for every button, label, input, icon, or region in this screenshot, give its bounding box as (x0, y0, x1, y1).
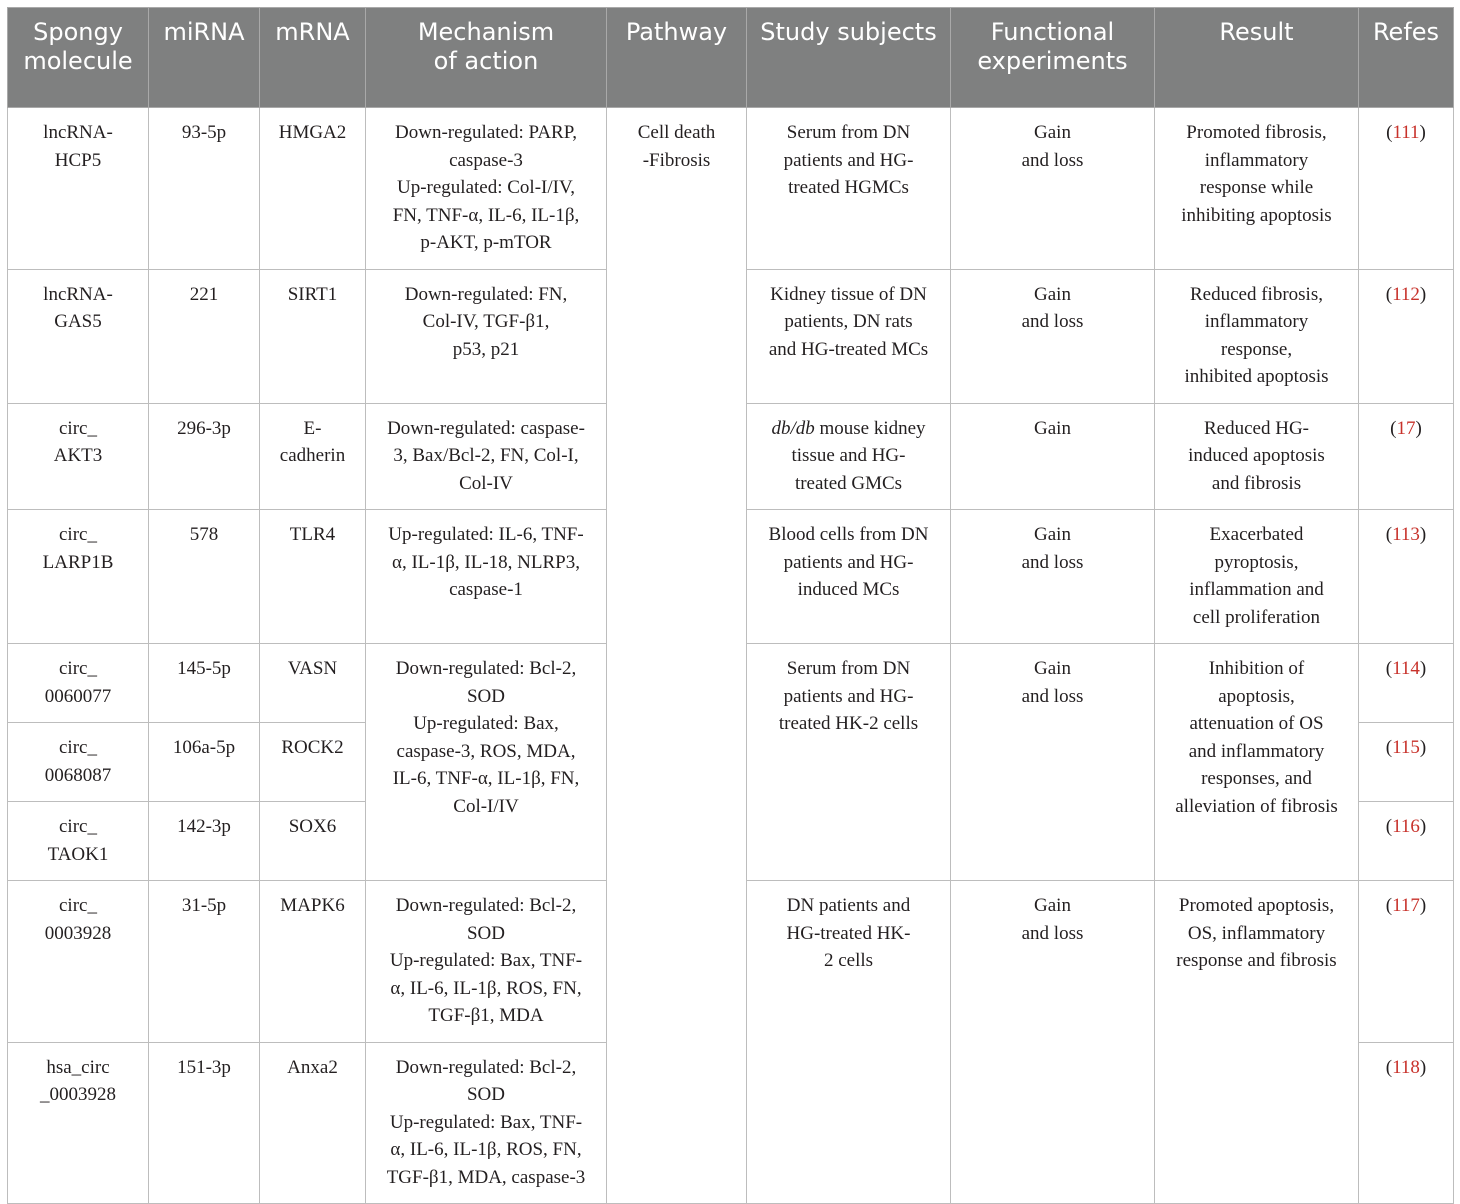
reference-link[interactable]: 113 (1392, 524, 1420, 545)
cell-functional: Gain and loss (951, 644, 1155, 881)
cell-mrna: HMGA2 (260, 108, 366, 270)
cell-mirna: 145-5p (149, 644, 260, 723)
cell-mechanism: Down-regulated: caspase- 3, Bax/Bcl-2, FN, Col-I, Col-IV (366, 403, 607, 510)
reference-link[interactable]: 17 (1396, 417, 1416, 439)
cell-spongy-molecule: circ_ 0068087 (8, 723, 149, 802)
header-study-subjects: Study subjects (747, 8, 951, 108)
cell-ref: (116) (1359, 802, 1454, 881)
cell-ref: (114) (1359, 644, 1454, 723)
cell-result: Inhibition of apoptosis, attenuation of OS and inflammatory responses, and alleviation of fibrosis (1155, 644, 1359, 881)
cell-ref: (118) (1359, 1042, 1454, 1204)
header-result: Result (1155, 8, 1359, 108)
cell-functional: Gain and loss (951, 108, 1155, 270)
table-row (8, 108, 1454, 270)
cell-mirna: 296-3p (149, 403, 260, 510)
header-refs: Refes (1359, 8, 1454, 108)
reference-link[interactable]: 117 (1392, 895, 1420, 916)
cell-mrna: ROCK2 (260, 723, 366, 802)
cell-ref: (117) (1359, 881, 1454, 1043)
header-functional-experiments: Functional experiments (951, 8, 1155, 108)
cell-ref: (112) (1359, 269, 1454, 403)
cell-functional: Gain and loss (951, 510, 1155, 644)
cell-result: Reduced fibrosis, inflammatory response, inhibited apoptosis (1155, 269, 1359, 403)
reference-link[interactable]: 112 (1392, 283, 1420, 305)
cell-mirna: 142-3p (149, 802, 260, 881)
cell-mirna: 221 (149, 269, 260, 403)
cell-mechanism: Down-regulated: Bcl-2, SOD Up-regulated: Bax, TNF- α, IL-6, IL-1β, ROS, FN, TGF-β1, MDA, caspase-3 (366, 1042, 607, 1204)
cell-functional: Gain and loss (951, 269, 1155, 403)
header-spongy-molecule: Spongy molecule (8, 8, 149, 108)
cell-spongy-molecule: lncRNA- HCP5 (8, 108, 149, 270)
reference-link[interactable]: 111 (1392, 122, 1420, 143)
cell-mrna: Anxa2 (260, 1042, 366, 1204)
cell-mrna: MAPK6 (260, 881, 366, 1043)
cell-ref: (111) (1359, 108, 1454, 270)
header-mrna: mRNA (260, 8, 366, 108)
header-mirna: miRNA (149, 8, 260, 108)
cell-mirna: 31-5p (149, 881, 260, 1043)
cell-mechanism: Down-regulated: Bcl-2, SOD Up-regulated: Bax, caspase-3, ROS, MDA, IL-6, TNF-α, IL-1β, FN, Col-I/IV (366, 644, 607, 881)
cell-spongy-molecule: circ_ LARP1B (8, 510, 149, 644)
cell-mrna: E- cadherin (260, 403, 366, 510)
reference-link[interactable]: 116 (1392, 816, 1420, 837)
cell-study-subjects: DN patients and HG-treated HK- 2 cells (747, 881, 951, 1204)
header-pathway: Pathway (607, 8, 747, 108)
data-table (7, 7, 1454, 1204)
cell-mirna: 93-5p (149, 108, 260, 270)
header-row (8, 8, 1454, 108)
cell-mirna: 151-3p (149, 1042, 260, 1204)
cell-mrna: TLR4 (260, 510, 366, 644)
cell-study-subjects: Serum from DN patients and HG- treated HGMCs (747, 108, 951, 270)
cell-mechanism: Down-regulated: FN, Col-IV, TGF-β1, p53, p21 (366, 269, 607, 403)
cell-mechanism: Down-regulated: Bcl-2, SOD Up-regulated: Bax, TNF- α, IL-6, IL-1β, ROS, FN, TGF-β1, MDA (366, 881, 607, 1043)
cell-spongy-molecule: circ_ AKT3 (8, 403, 149, 510)
cell-study-subjects: Kidney tissue of DN patients, DN rats and HG-treated MCs (747, 269, 951, 403)
cell-mrna: SIRT1 (260, 269, 366, 403)
header-mechanism: Mechanism of action (366, 8, 607, 108)
cell-spongy-molecule: lncRNA- GAS5 (8, 269, 149, 403)
cell-spongy-molecule: circ_ 0060077 (8, 644, 149, 723)
cell-mirna: 578 (149, 510, 260, 644)
cell-study-subjects: Serum from DN patients and HG- treated HK-2 cells (747, 644, 951, 881)
cell-mrna: VASN (260, 644, 366, 723)
cell-result: Promoted apoptosis, OS, inflammatory response and fibrosis (1155, 881, 1359, 1204)
cell-spongy-molecule: circ_ 0003928 (8, 881, 149, 1043)
cell-ref: (17) (1359, 403, 1454, 510)
reference-link[interactable]: 114 (1392, 658, 1420, 679)
cell-study-subjects: db/db mouse kidney tissue and HG- treated GMCs (747, 403, 951, 510)
cell-study-subjects: Blood cells from DN patients and HG- induced MCs (747, 510, 951, 644)
cell-ref: (113) (1359, 510, 1454, 644)
reference-link[interactable]: 118 (1392, 1056, 1420, 1078)
cell-spongy-molecule: hsa_circ _0003928 (8, 1042, 149, 1204)
cell-functional: Gain (951, 403, 1155, 510)
cell-functional: Gain and loss (951, 881, 1155, 1204)
reference-link[interactable]: 115 (1392, 737, 1420, 758)
cell-mirna: 106a-5p (149, 723, 260, 802)
cell-mechanism: Down-regulated: PARP, caspase-3 Up-regulated: Col-I/IV, FN, TNF-α, IL-6, IL-1β, p-AKT, p-mTOR (366, 108, 607, 270)
cell-mrna: SOX6 (260, 802, 366, 881)
cell-result: Exacerbated pyroptosis, inflammation and cell proliferation (1155, 510, 1359, 644)
cell-spongy-molecule: circ_ TAOK1 (8, 802, 149, 881)
cell-result: Reduced HG- induced apoptosis and fibrosis (1155, 403, 1359, 510)
cell-pathway: Cell death -Fibrosis (607, 108, 747, 1204)
cell-mechanism: Up-regulated: IL-6, TNF- α, IL-1β, IL-18, NLRP3, caspase-1 (366, 510, 607, 644)
cell-ref: (115) (1359, 723, 1454, 802)
cell-result: Promoted fibrosis, inflammatory response while inhibiting apoptosis (1155, 108, 1359, 270)
